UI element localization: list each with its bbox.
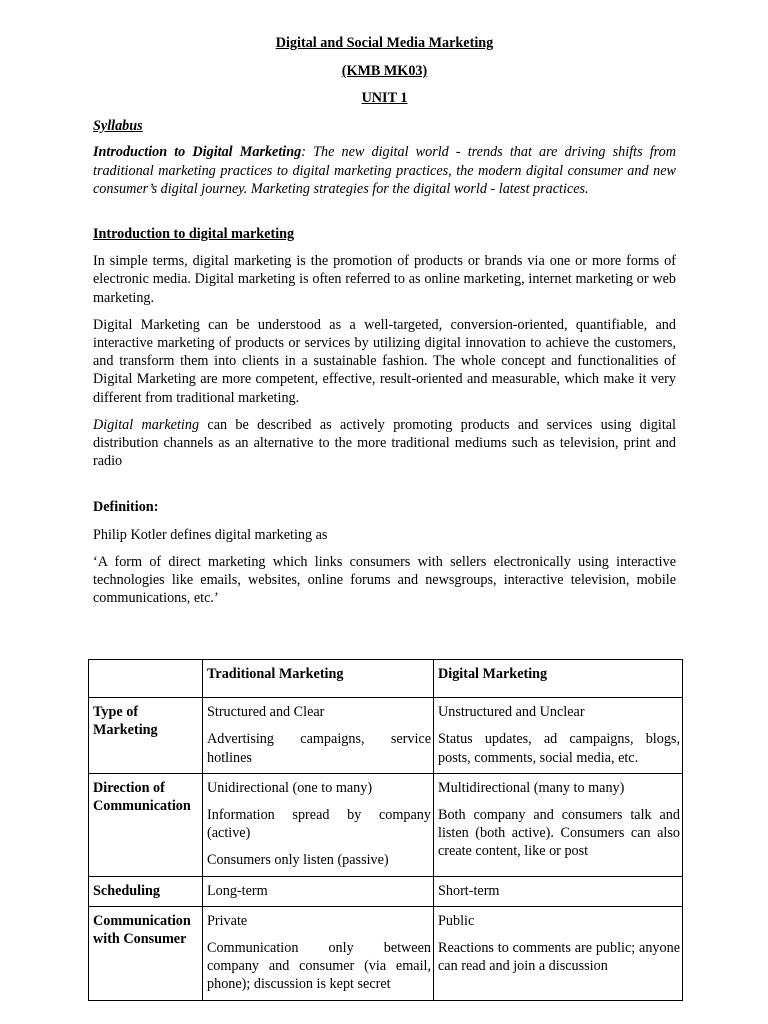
row-label: Communication with Consumer <box>89 906 203 1000</box>
cell-line: Long-term <box>207 882 268 899</box>
cell-line: Multidirectional (many to many) <box>438 779 625 796</box>
table-row <box>89 773 683 876</box>
document-page <box>93 34 676 616</box>
document-title: Digital and Social Media Marketing <box>275 35 494 51</box>
traditional-cell <box>203 906 434 1000</box>
comparison-table <box>88 659 683 1001</box>
table-header-traditional: Traditional Marketing <box>203 660 434 698</box>
cell-line: Unstructured and Unclear <box>438 704 585 721</box>
digital-cell <box>434 906 683 1000</box>
course-code: (KMB MK03) <box>341 62 428 79</box>
definition-heading: Definition: <box>93 499 159 516</box>
syllabus-intro-text: : The new digital world - trends that are driving shifts from traditional marketing practices to digital marketing practices, the modern digital consumer and new consumer’s digital journey. Marketing strategies for the digital world - latest practices. <box>93 144 676 197</box>
table-header-row <box>89 660 683 698</box>
row-label: Direction of Communication <box>89 773 203 876</box>
digital-cell <box>434 876 683 906</box>
table-row <box>89 876 683 906</box>
cell-line: Short-term <box>438 882 500 899</box>
table-row <box>89 698 683 774</box>
intro-paragraph-3-italic: Digital marketing <box>93 416 200 433</box>
cell-line: Consumers only listen (passive) <box>207 852 389 869</box>
intro-paragraph-3-rest: can be described as actively promoting products and services using digital distribution channels as an alternative to the more traditional mediums such as television, print and radio <box>93 416 676 470</box>
cell-line: Structured and Clear <box>207 704 325 721</box>
cell-line: Private <box>207 912 248 929</box>
cell-line: Status updates, ad campaigns, blogs, posts, comments, social media, etc. <box>438 731 680 766</box>
intro-paragraph-2: Digital Marketing can be understood as a well-targeted, conversion-oriented, quantifiable, and interactive marketing of products or services by utilizing digital innovation to achieve the customers, and transform them into clients in a sustainable fashion. The whole concept and functionalities of Digital Marketing are more competent, effective, result-oriented and measurable, which make it very different from traditional marketing. <box>93 316 676 406</box>
kotler-line: Philip Kotler defines digital marketing as <box>93 526 328 543</box>
cell-line: Information spread by company (active) <box>207 807 431 842</box>
digital-cell <box>434 773 683 876</box>
cell-line: Unidirectional (one to many) <box>207 779 373 796</box>
table-row <box>89 906 683 1000</box>
table-header-digital: Digital Marketing <box>434 660 683 698</box>
syllabus-intro-title: Introduction to Digital Marketing <box>93 144 302 161</box>
digital-cell <box>434 698 683 774</box>
intro-paragraph-1: In simple terms, digital marketing is the promotion of products or brands via one or more forms of electronic media. Digital marketing is often referred to as online marketing, internet marketing or web marketing. <box>93 253 676 306</box>
unit-heading: UNIT 1 <box>361 90 408 107</box>
cell-line: Advertising campaigns, service hotlines <box>207 731 431 766</box>
traditional-cell <box>203 698 434 774</box>
syllabus-paragraph <box>93 143 676 198</box>
definition-quote: ‘A form of direct marketing which links consumers with sellers electronically using interactive technologies like emails, websites, online forums and newsgroups, interactive television, mobile communications, etc.’ <box>93 553 676 607</box>
table-header-blank <box>89 660 203 698</box>
intro-heading: Introduction to digital marketing <box>93 225 295 242</box>
cell-line: Both company and consumers talk and listen (both active). Consumers can also create content, like or post <box>438 807 680 860</box>
intro-paragraph-3 <box>93 416 676 471</box>
syllabus-label: Syllabus <box>93 118 143 135</box>
cell-line: Reactions to comments are public; anyone can read and join a discussion <box>438 940 680 975</box>
row-label: Type of Marketing <box>89 698 203 774</box>
row-label: Scheduling <box>89 876 203 906</box>
cell-line: Public <box>438 912 475 929</box>
traditional-cell <box>203 876 434 906</box>
cell-line: Communication only between company and consumer (via email, phone); discussion is kept secret <box>207 940 431 993</box>
traditional-cell <box>203 773 434 876</box>
